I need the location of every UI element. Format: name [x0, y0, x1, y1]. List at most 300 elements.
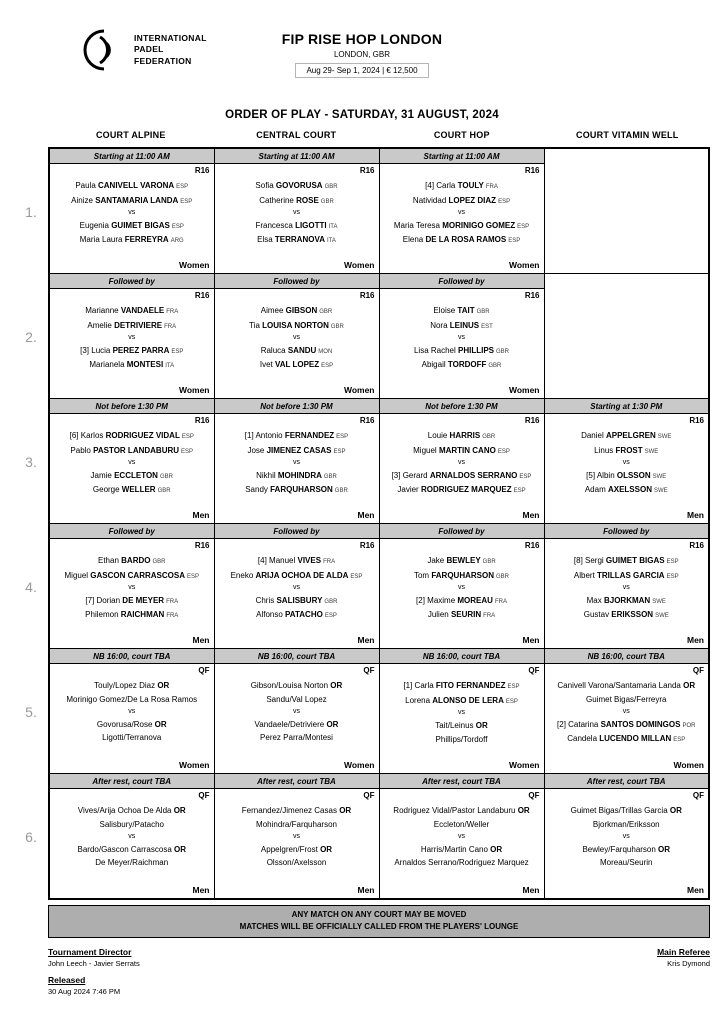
player-firstname: Natividad	[412, 195, 449, 205]
player-line	[384, 344, 540, 359]
player-nationality: SWE	[652, 598, 666, 605]
player-firstname: Eneko	[230, 570, 256, 580]
player-lastname: FITO FERNANDEZ	[435, 681, 506, 691]
pairing-text: Morinigo Gomez/De La Rosa Ramos	[66, 695, 198, 705]
schedule-label: Not before 1:30 PM	[380, 399, 544, 414]
federation-name-line-2: PADEL	[134, 44, 164, 55]
player-line	[219, 179, 375, 194]
player-line	[219, 429, 375, 444]
round-label: QF	[692, 791, 704, 800]
cell-row6-col4	[544, 774, 709, 900]
pairing-line	[384, 842, 540, 856]
player-line	[54, 429, 210, 444]
player-line	[54, 319, 210, 334]
match-content	[545, 789, 709, 898]
row-number-4: 4.	[25, 578, 37, 595]
round-label: R16	[359, 416, 375, 425]
player-firstname: Tom	[413, 570, 432, 580]
pairing-line	[219, 856, 375, 870]
match-block	[215, 149, 379, 273]
round-label: QF	[692, 666, 704, 675]
player-lastname: SEURIN	[450, 610, 482, 620]
match-content	[215, 164, 379, 273]
or-label: OR	[517, 806, 530, 816]
player-line	[384, 694, 540, 709]
player-firstname: Sofia	[255, 181, 276, 191]
schedule-label: Followed by	[545, 524, 709, 539]
category-label: Men	[192, 510, 210, 520]
vs-label: vs	[128, 832, 136, 840]
player-nationality: ESP	[498, 198, 511, 205]
player-line	[54, 594, 210, 609]
match-block	[545, 649, 709, 773]
player-nationality: ITA	[326, 238, 336, 245]
match-lines	[219, 426, 375, 510]
match-content	[380, 289, 544, 398]
player-firstname: [8] Sergi	[573, 556, 606, 566]
player-nationality: ESP	[324, 613, 337, 620]
pairing-line	[54, 693, 210, 707]
schedule-label: After rest, court TBA	[380, 774, 544, 789]
player-lastname: TORDOFF	[447, 360, 487, 370]
player-nationality: FRA	[166, 598, 179, 605]
player-firstname: [3] Lucia	[80, 345, 113, 355]
category-label: Men	[687, 635, 704, 645]
player-lastname: ERIKSSON	[611, 610, 654, 620]
schedule-label: NB 16:00, court TBA	[545, 649, 709, 664]
player-lastname: VANDAELE	[120, 306, 165, 316]
player-line	[54, 569, 210, 584]
match-lines	[54, 426, 210, 510]
player-firstname: George	[92, 485, 122, 495]
cell-row3-col4	[544, 399, 709, 524]
match-lines	[549, 426, 705, 510]
player-firstname: Marianne	[85, 306, 121, 316]
category-label: Women	[508, 260, 540, 270]
player-firstname: Aimee	[260, 306, 286, 316]
court-header-4: COURT VITAMIN WELL	[576, 130, 679, 140]
player-lastname: SANTAMARIA LANDA	[95, 195, 179, 205]
schedule-grid	[48, 147, 710, 900]
pairing-line	[384, 856, 540, 870]
pairing-text: Arnaldos Serrano/Rodriguez Marquez	[394, 858, 529, 868]
pairing-text: Guimet Bigas/Ferreyra	[586, 695, 667, 705]
player-nationality: ESP	[176, 184, 189, 191]
player-firstname: Marianela	[89, 360, 127, 370]
match-lines	[54, 551, 210, 635]
player-lastname: JIMENEZ CASAS	[266, 445, 332, 455]
player-firstname: Albert	[573, 570, 598, 580]
or-label: OR	[683, 681, 696, 691]
match-block	[50, 649, 214, 773]
federation-logo-icon	[82, 28, 126, 72]
vs-label: vs	[293, 832, 300, 840]
round-label: R16	[359, 541, 375, 550]
courts-area	[48, 130, 710, 900]
player-firstname: Maria Teresa	[393, 220, 443, 230]
round-label: QF	[198, 666, 210, 675]
round-label: R16	[194, 166, 210, 175]
match-content	[50, 789, 214, 898]
player-lastname: SANDU	[287, 345, 317, 355]
player-firstname: Ethan	[98, 556, 122, 566]
player-firstname: Elena	[402, 235, 426, 245]
match-content	[50, 664, 214, 773]
match-content	[50, 414, 214, 523]
federation-name	[134, 33, 207, 67]
or-label: OR	[490, 844, 503, 854]
match-block	[380, 274, 544, 398]
schedule-label: After rest, court TBA	[215, 774, 379, 789]
vs-label: vs	[622, 832, 630, 840]
player-firstname: Eugenia	[79, 220, 112, 230]
player-lastname: LOPEZ DIAZ	[448, 195, 497, 205]
tournament-dates-prize: Aug 29- Sep 1, 2024 | € 12,500	[295, 63, 428, 78]
category-label: Women	[178, 760, 210, 770]
or-label: OR	[154, 719, 167, 729]
match-lines	[54, 676, 210, 760]
player-firstname: Jose	[247, 445, 267, 455]
round-label: QF	[363, 791, 375, 800]
schedule-label: Not before 1:30 PM	[50, 399, 214, 414]
schedule-row-4	[49, 524, 709, 649]
player-firstname: Pablo	[70, 445, 94, 455]
player-nationality: ITA	[328, 223, 338, 230]
category-label: Women	[178, 385, 210, 395]
pairing-line	[54, 717, 210, 731]
player-firstname: Miguel	[64, 570, 91, 580]
player-nationality: ESP	[171, 348, 184, 355]
pairing-text: Phillips/Tordoff	[435, 734, 488, 744]
player-firstname: Amelie	[87, 320, 115, 330]
player-lastname: PASTOR LANDABURU	[93, 445, 180, 455]
player-lastname: VIVES	[297, 556, 322, 566]
pairing-line	[219, 717, 375, 731]
player-nationality: ESP	[673, 737, 686, 744]
pairing-text: Guimet Bigas/Trillas Garcia	[570, 806, 670, 816]
round-label: R16	[359, 291, 375, 300]
category-label: Men	[357, 510, 375, 520]
federation-name-line-1: INTERNATIONAL	[134, 32, 207, 43]
player-nationality: ESP	[666, 573, 679, 580]
pairing-line	[219, 679, 375, 693]
player-firstname: Maria Laura	[79, 235, 125, 245]
player-nationality: ARG	[170, 238, 184, 245]
player-line	[549, 483, 705, 498]
category-label: Men	[192, 635, 210, 645]
or-label: OR	[475, 720, 488, 730]
match-block	[380, 399, 544, 523]
pairing-text: Bardo/Gascon Carrascosa	[77, 844, 174, 854]
player-line	[549, 469, 705, 484]
player-nationality: GBR	[482, 559, 496, 566]
player-nationality: GBR	[488, 363, 502, 370]
player-firstname: Daniel	[581, 431, 606, 441]
or-label: OR	[320, 844, 333, 854]
player-nationality: GBR	[159, 473, 173, 480]
vs-label: vs	[458, 209, 465, 217]
player-firstname: Gustav	[583, 610, 612, 620]
player-line	[219, 608, 375, 623]
player-lastname: RAICHMAN	[120, 610, 165, 620]
cell-row4-col1	[49, 524, 214, 649]
round-label: R16	[524, 166, 540, 175]
player-line	[384, 179, 540, 194]
player-nationality: ESP	[497, 448, 510, 455]
pairing-line	[219, 842, 375, 856]
player-nationality: ESP	[513, 488, 526, 495]
match-block	[215, 399, 379, 523]
vs-label: vs	[458, 584, 465, 592]
player-line	[219, 194, 375, 209]
player-nationality: ESP	[507, 684, 520, 691]
match-block	[50, 274, 214, 398]
player-firstname: Lisa Rachel	[413, 345, 458, 355]
player-line	[219, 344, 375, 359]
player-lastname: LEINUS	[449, 320, 480, 330]
player-lastname: TOULY	[457, 181, 484, 191]
vs-label: vs	[128, 209, 136, 217]
pairing-text: Olsson/Axelsson	[266, 858, 327, 868]
player-nationality: POR	[682, 722, 696, 729]
schedule-label: Followed by	[380, 274, 544, 289]
category-label: Women	[508, 385, 540, 395]
round-label: R16	[194, 416, 210, 425]
round-label: R16	[359, 166, 375, 175]
player-lastname: PATACHO	[285, 610, 323, 620]
player-nationality: ESP	[666, 559, 679, 566]
row-number-3: 3.	[25, 453, 37, 470]
player-line	[219, 469, 375, 484]
court-header-3: COURT HOP	[433, 130, 490, 140]
player-lastname: ARIJA OCHOA DE ALDA	[255, 570, 349, 580]
cell-row3-col1	[49, 399, 214, 524]
cell-row5-col2	[214, 649, 379, 774]
player-firstname: Lorena	[405, 695, 433, 705]
pairing-line	[549, 842, 705, 856]
category-label: Women	[343, 260, 375, 270]
player-nationality: GBR	[334, 488, 348, 495]
pairing-text: Rodriguez Vidal/Pastor Landaburu	[393, 806, 518, 816]
schedule-row-1	[49, 148, 709, 274]
player-firstname: Elsa	[257, 235, 275, 245]
player-nationality: ESP	[505, 698, 518, 705]
or-label: OR	[174, 844, 186, 854]
player-line	[384, 554, 540, 569]
player-line	[54, 179, 210, 194]
match-content	[380, 664, 544, 773]
player-lastname: MONTESI	[126, 360, 164, 370]
player-firstname: Louie	[427, 431, 450, 441]
match-block	[50, 149, 214, 273]
player-firstname: [1] Antonio	[244, 431, 285, 441]
player-lastname: LOUISA NORTON	[262, 320, 329, 330]
schedule-label: Followed by	[380, 524, 544, 539]
pairing-line	[219, 731, 375, 745]
match-content	[215, 789, 379, 898]
match-block	[215, 774, 379, 898]
player-firstname: Raluca	[260, 345, 288, 355]
player-nationality: SWE	[655, 613, 669, 620]
pairing-text: Touly/Lopez Diaz	[94, 681, 158, 691]
player-nationality: GBR	[157, 488, 171, 495]
cell-row6-col1	[49, 774, 214, 900]
player-lastname: TAIT	[457, 306, 475, 316]
match-block	[50, 524, 214, 648]
player-firstname: Nora	[430, 320, 450, 330]
pairing-text: Perez Parra/Montesi	[260, 733, 333, 743]
player-lastname: MORINIGO GOMEZ	[442, 220, 516, 230]
player-nationality: FRA	[494, 598, 507, 605]
or-label: OR	[669, 806, 682, 816]
round-label: QF	[363, 666, 375, 675]
player-lastname: LUCENDO MILLAN	[599, 734, 672, 744]
schedule-row-3	[49, 399, 709, 524]
court-header-2: CENTRAL COURT	[256, 130, 337, 140]
category-label: Men	[687, 885, 704, 895]
player-line	[54, 554, 210, 569]
player-line	[384, 429, 540, 444]
match-block	[545, 524, 709, 648]
player-nationality: FRA	[485, 184, 498, 191]
pairing-line	[549, 693, 705, 707]
vs-label: vs	[128, 334, 136, 342]
match-content	[545, 414, 709, 523]
player-nationality: GBR	[496, 348, 510, 355]
schedule-label: After rest, court TBA	[50, 774, 214, 789]
pairing-text: Fernandez/Jimenez Casas	[241, 806, 340, 816]
schedule-label: Starting at 11:00 AM	[215, 149, 379, 164]
player-nationality: FRA	[166, 309, 179, 316]
pairing-line	[54, 818, 210, 832]
or-label: OR	[157, 681, 170, 691]
cell-row1-col1	[49, 148, 214, 274]
player-lastname: CANIVELL VARONA	[98, 181, 175, 191]
player-nationality: ESP	[350, 573, 363, 580]
match-lines	[549, 676, 705, 760]
player-firstname: Francesca	[255, 220, 296, 230]
cell-row5-col4	[544, 649, 709, 774]
tournament-location: LONDON, GBR	[333, 50, 390, 59]
category-label: Men	[522, 510, 540, 520]
player-lastname: RODRIGUEZ MARQUEZ	[420, 485, 512, 495]
order-of-play-title: ORDER OF PLAY - SATURDAY, 31 AUGUST, 2024	[225, 109, 499, 121]
pairing-text: Salisbury/Patacho	[99, 820, 164, 830]
schedule-label: Followed by	[215, 524, 379, 539]
player-nationality: ESP	[186, 573, 199, 580]
pairing-line	[219, 804, 375, 818]
vs-label: vs	[293, 209, 300, 217]
pairing-line	[549, 856, 705, 870]
or-label: OR	[658, 844, 671, 854]
player-lastname: TRILLAS GARCIA	[597, 570, 665, 580]
match-content	[545, 664, 709, 773]
or-label: OR	[339, 806, 352, 816]
round-label: R16	[194, 291, 210, 300]
match-lines	[384, 426, 540, 510]
player-lastname: GUIMET BIGAS	[605, 556, 665, 566]
round-label: R16	[524, 541, 540, 550]
player-nationality: GBR	[324, 184, 338, 191]
pairing-line	[384, 804, 540, 818]
player-lastname: MOREAU	[457, 595, 493, 605]
pairing-line	[549, 679, 705, 693]
player-firstname: Candela	[567, 734, 600, 744]
player-nationality: ESP	[171, 223, 184, 230]
player-nationality: ESP	[333, 448, 346, 455]
player-line	[54, 194, 210, 209]
match-block	[50, 774, 214, 898]
match-content	[50, 539, 214, 648]
schedule-label: NB 16:00, court TBA	[215, 649, 379, 664]
player-firstname: Javier	[397, 485, 421, 495]
pairing-text: Ligotti/Terranova	[102, 733, 162, 743]
footer-right-block	[657, 947, 710, 996]
match-lines	[54, 301, 210, 385]
player-nationality: GBR	[319, 309, 333, 316]
round-label: R16	[524, 291, 540, 300]
category-label: Men	[192, 885, 210, 895]
player-firstname: [2] Catarina	[557, 719, 601, 729]
player-line	[219, 304, 375, 319]
pairing-line	[384, 732, 540, 746]
player-line	[54, 483, 210, 498]
player-nationality: ITA	[165, 363, 175, 370]
pairing-text: De Meyer/Raichman	[95, 858, 169, 868]
pairing-text: Mohindra/Farquharson	[256, 820, 337, 830]
player-line	[384, 679, 540, 694]
player-firstname: [4] Carla	[425, 181, 458, 191]
pairing-text: Appelgren/Frost	[260, 844, 321, 854]
player-firstname: Jake	[427, 556, 447, 566]
player-nationality: ESP	[336, 434, 349, 441]
player-line	[384, 219, 540, 234]
player-lastname: SANTOS DOMINGOS	[600, 719, 681, 729]
player-line	[384, 469, 540, 484]
pairing-text: Bjorkman/Eriksson	[592, 820, 660, 830]
player-line	[54, 219, 210, 234]
page-header	[14, 26, 710, 100]
player-lastname: MARTIN CANO	[438, 445, 496, 455]
schedule-label: After rest, court TBA	[545, 774, 709, 789]
cell-row6-col3	[379, 774, 544, 900]
player-nationality: SWE	[644, 448, 659, 455]
federation-name-line-3: FEDERATION	[134, 55, 192, 66]
player-line	[549, 444, 705, 459]
player-line	[384, 304, 540, 319]
main-referee-label: Main Referee	[657, 946, 710, 957]
match-content	[50, 164, 214, 273]
vs-label: vs	[458, 709, 465, 717]
vs-label: vs	[128, 707, 136, 715]
player-firstname: Ainize	[71, 195, 96, 205]
main-referee-name: Kris Dymond	[667, 958, 710, 968]
player-line	[384, 194, 540, 209]
player-nationality: GBR	[476, 309, 490, 316]
player-lastname: WELLER	[121, 485, 156, 495]
player-lastname: FERNANDEZ	[284, 431, 335, 441]
footer-left-block	[48, 947, 140, 996]
category-label: Women	[343, 385, 375, 395]
player-lastname: DETRIVIERE	[114, 320, 163, 330]
match-lines	[384, 676, 540, 760]
row-number-6: 6.	[25, 828, 37, 845]
cell-row4-col4	[544, 524, 709, 649]
pairing-line	[54, 731, 210, 745]
cell-row1-col4	[544, 148, 709, 274]
player-firstname: Linus	[594, 445, 616, 455]
vs-label: vs	[622, 584, 630, 592]
